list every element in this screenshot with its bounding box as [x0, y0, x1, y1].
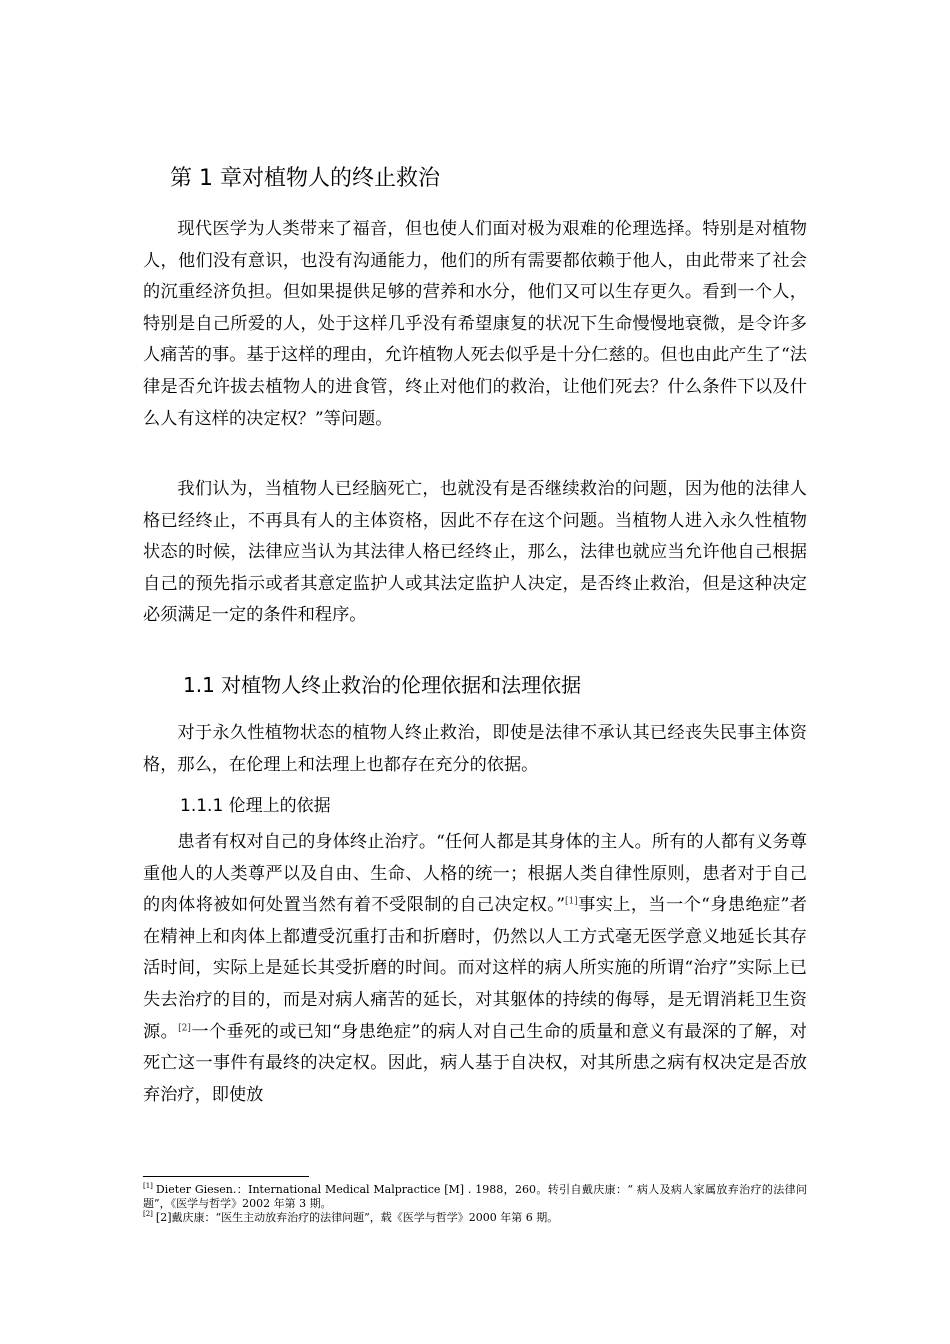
footnote-text-2: [2]戴庆康：“医生主动放弃治疗的法律问题”，载《医学与哲学》2000 年第 6 期。 — [155, 1211, 559, 1224]
chapter-title: 第 1 章对植物人的终止救治 — [170, 166, 440, 191]
footnote-separator — [143, 1176, 309, 1177]
paragraph-text-part-3: 一个垂死的或已知“身患绝症”的病人对自己生命的质量和意义有最深的了解，对死亡这一事件有最终的决定权。因此，病人基于自决权，对其所患之病有权决定是否放弃治疗，即使放 — [143, 1021, 807, 1105]
footnote-mark-2: [2] — [143, 1210, 153, 1219]
section-1-1-1-paragraph — [143, 827, 807, 1111]
section-1-1-title: 1.1 对植物人终止救治的伦理依据和法理依据 — [183, 673, 582, 697]
footnote-reference-2[interactable]: [2] — [178, 1022, 191, 1033]
paragraph-text-part-2: 事实上，当一个“身患绝症”者在精神上和肉体上都遭受沉重打击和折磨时，仍然以人工方式毫无医学意义地延长其存活时间，实际上是延长其受折磨的时间。而对这样的病人所实施的所谓“治疗”实际上已失去治疗的目的，而是对病人痛苦的延长，对其躯体的持续的侮辱，是无谓消耗卫生资源。 — [143, 895, 807, 1042]
section-1-1-1-title: 1.1.1 伦理上的依据 — [180, 796, 331, 816]
footnote-mark-1: [1] — [143, 1182, 153, 1191]
footnotes — [143, 1183, 807, 1225]
footnote-text-1: Dieter Giesen.：International Medical Malpractice [M] . 1988，260。转引自戴庆康：“ 病人及病人家属放弃治疗的法律问题”，《医学与哲学》2002 年第 3 期。 — [143, 1183, 807, 1210]
intro-paragraph-1: 现代医学为人类带来了福音，但也使人们面对极为艰难的伦理选择。特别是对植物人，他们没有意识，也没有沟通能力，他们的所有需要都依赖于他人，由此带来了社会的沉重经济负担。但如果提供足够的营养和水分，他们又可以生存更久。看到一个人，特别是自己所爱的人，处于这样几乎没有希望康复的状况下生命慢慢地衰微，是令许多人痛苦的事。基于这样的理由，允许植物人死去似乎是十分仁慈的。但也由此产生了“法律是否允许拔去植物人的进食管，终止对他们的救治，让他们死去？什么条件下以及什么人有这样的决定权？”等问题。 — [143, 219, 807, 429]
footnote-1 — [143, 1183, 807, 1211]
intro-paragraph-2: 我们认为，当植物人已经脑死亡，也就没有是否继续救治的问题，因为他的法律人格已经终止，不再具有人的主体资格，因此不存在这个问题。当植物人进入永久性植物状态的时候，法律应当认为其法律人格已经终止，那么，法律也就应当允许他自己根据自己的预先指示或者其意定监护人或其法定监护人决定，是否终止救治，但是这种决定必须满足一定的条件和程序。 — [143, 479, 807, 626]
footnote-reference-1[interactable]: [1] — [565, 896, 578, 907]
footnote-2 — [143, 1211, 807, 1225]
section-1-1-paragraph: 对于永久性植物状态的植物人终止救治，即使是法律不承认其已经丧失民事主体资格，那么，在伦理上和法理上也都存在充分的依据。 — [143, 723, 807, 775]
paragraph-text-part-1: 患者有权对自己的身体终止治疗。“任何人都是其身体的主人。所有的人都有义务尊重他人的人类尊严以及自由、生命、人格的统一；根据人类自律性原则，患者对于自己的肉体将被如何处置当然有着不受限制的自己决定权。” — [143, 832, 807, 916]
